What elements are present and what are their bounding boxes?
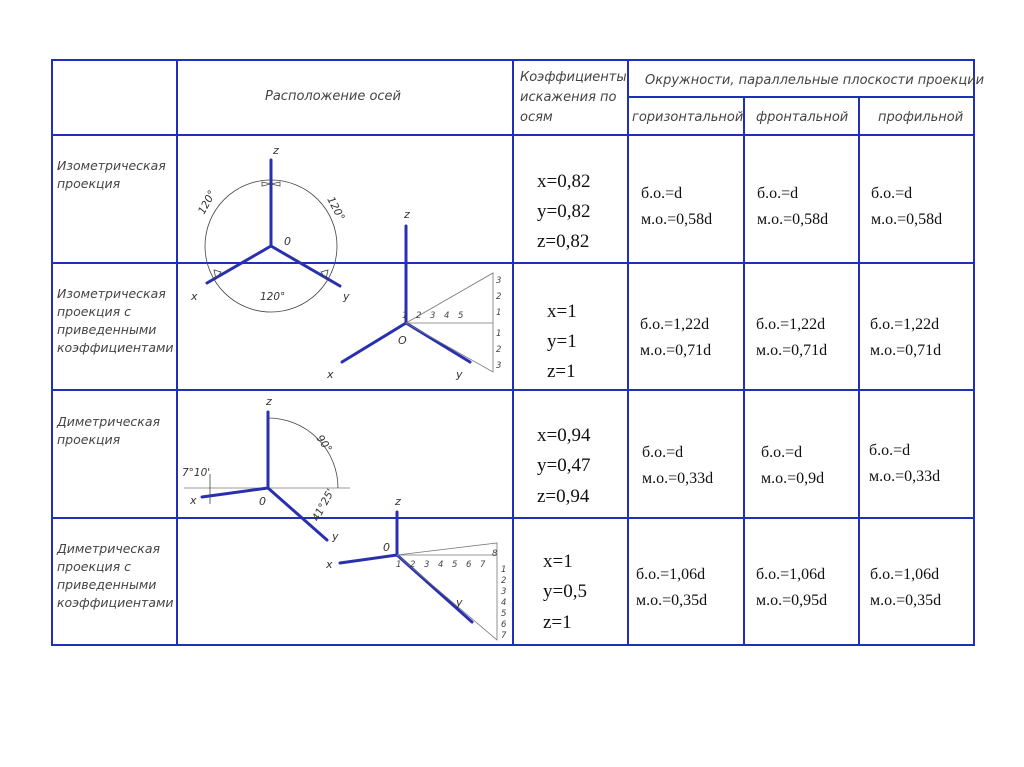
dimr-z-label: z [395,495,401,508]
dim-angle-7-10: 7°10' [182,467,211,479]
dimr-tick: 6 [466,560,472,570]
row3-horizontal-bo: б.о.=d [642,444,684,461]
isor-tick: 2 [416,311,422,321]
row1-frontal-bo: б.о.=d [757,185,799,202]
iso-y-axis [271,246,340,286]
header-circles-title: Окружности, параллельные плоскости проекции [645,73,985,88]
row4-horizontal-mo: м.о.=0,35d [636,592,708,609]
iso-angle-bottom: 120° [260,291,286,303]
iso-z-label: z [273,144,279,157]
row4-label-line1: Диметрическая [57,541,161,556]
row1-horizontal-bo: б.о.=d [641,185,683,202]
row4-label-line2: проекция с [57,559,131,574]
row3-coef-y: y=0,47 [537,455,591,476]
row-labels [56,158,174,610]
isor-vtick: 3 [496,276,502,286]
row4-coef-x: x=1 [543,551,573,572]
dimr-tick: 1 [396,560,402,570]
dimr-tick: 3 [424,560,430,570]
iso-x-axis [207,246,271,283]
row4-profile-mo: м.о.=0,35d [870,592,942,609]
header-axes-location: Расположение осей [265,89,402,104]
table-grid [52,60,974,645]
header-plane-frontal: фронтальной [756,110,849,125]
dim-arc-90 [268,418,338,488]
isor-vtick: 1 [496,308,502,318]
row4-profile-bo: б.о.=1,06d [870,566,940,583]
row3-profile-mo: м.о.=0,33d [869,468,941,485]
dimr-tick: 8 [492,549,498,559]
row3-coef-x: x=0,94 [537,425,591,446]
isor-y-label: y [456,368,463,381]
dimr-y-label: y [456,596,463,609]
header-plane-horizontal: горизонтальной [632,110,744,125]
row4-coef-y: y=0,5 [543,581,587,602]
dimr-vtick: 3 [501,587,507,597]
isor-x-label: x [327,368,334,381]
header-coef-line1: Коэффициенты [520,70,627,85]
iso-x-label: x [191,290,198,303]
row1-frontal-mo: м.о.=0,58d [757,211,829,228]
row2-profile-bo: б.о.=1,22d [870,316,940,333]
row2-label-line2: проекция с [57,304,131,319]
isor-tick: 3 [430,311,436,321]
isor-x-axis [342,323,406,362]
header-plane-profile: профильной [878,110,964,125]
dimr-tick: 2 [410,560,416,570]
header-coef-line2: искажения по [520,90,617,105]
isometric-reduced-diagram [326,208,501,381]
row1-horizontal-mo: м.о.=0,58d [641,211,713,228]
dim-x-label: x [190,494,197,507]
row2-profile-mo: м.о.=0,71d [870,342,942,359]
dimr-construction-triangle [397,543,497,640]
dimr-origin-label: 0 [383,541,390,554]
row2-horizontal-bo: б.о.=1,22d [640,316,710,333]
row3-horizontal-mo: м.о.=0,33d [642,470,714,487]
row2-label-line4: коэффициентами [57,340,174,355]
row1-profile-mo: м.о.=0,58d [871,211,943,228]
ellipse-values [636,185,942,609]
isor-vtick: 2 [496,345,502,355]
isor-tick: 4 [444,311,450,321]
row1-profile-bo: б.о.=d [871,185,913,202]
dimr-tick: 5 [452,560,458,570]
dimr-tick: 4 [438,560,444,570]
row3-label-line1: Диметрическая [57,414,161,429]
dimr-x-label: x [326,558,333,571]
iso-y-label: y [343,290,350,303]
dimr-vtick: 4 [501,598,507,608]
row3-label-line2: проекция [57,432,121,447]
dimr-tick: 7 [480,560,486,570]
isor-z-label: z [404,208,410,221]
dimetric-reduced-diagram [325,495,507,641]
row4-frontal-mo: м.о.=0,95d [756,592,828,609]
isor-vtick: 1 [496,329,502,339]
row3-coef-z: z=0,94 [537,486,590,507]
dim-origin-label: 0 [259,495,266,508]
row1-coef-x: x=0,82 [537,171,591,192]
row1-coef-y: y=0,82 [537,201,591,222]
distortion-coefficients [537,171,591,633]
dim-angle-41-25: 41°25' [310,486,338,524]
row1-coef-z: z=0,82 [537,231,590,252]
dimr-vtick: 1 [501,565,507,575]
row2-label-line3: приведенными [57,322,157,337]
dimr-vtick: 5 [501,609,507,619]
isor-vtick: 2 [496,292,502,302]
row4-coef-z: z=1 [543,612,572,633]
header-coef-line3: осям [520,110,553,125]
row3-frontal-bo: б.о.=d [761,444,803,461]
dimr-vtick: 2 [501,576,507,586]
dim-y-label: y [332,530,339,543]
isor-tick: 5 [458,311,464,321]
row3-profile-bo: б.о.=d [869,442,911,459]
row2-coef-x: x=1 [547,301,577,322]
row2-coef-z: z=1 [547,361,576,382]
row2-horizontal-mo: м.о.=0,71d [640,342,712,359]
dimr-vtick: 7 [501,631,507,641]
isometric-axes-diagram [190,144,350,312]
dim-angle-90: 90° [313,432,335,455]
row2-frontal-mo: м.о.=0,71d [756,342,828,359]
row2-frontal-bo: б.о.=1,22d [756,316,826,333]
iso-origin-label: 0 [284,235,291,248]
dimr-vtick: 6 [501,620,507,630]
dim-z-label: z [266,395,272,408]
dimr-x-axis [340,555,397,563]
isor-vtick: 3 [496,361,502,371]
dimetric-axes-diagram [182,395,350,543]
row3-frontal-mo: м.о.=0,9d [761,470,825,487]
row4-frontal-bo: б.о.=1,06d [756,566,826,583]
row1-label-line2: проекция [57,176,121,191]
iso-angle-left: 120° [196,188,219,217]
isor-origin-label: O [398,334,407,347]
isor-construction-triangle [406,273,493,372]
row2-coef-y: y=1 [547,331,577,352]
row2-label-line1: Изометрическая [57,286,166,301]
row4-label-line3: приведенными [57,577,157,592]
iso-angle-right: 120° [324,194,347,223]
row1-label-line1: Изометрическая [57,158,166,173]
row4-horizontal-bo: б.о.=1,06d [636,566,706,583]
isor-tick: 1 [402,311,408,321]
row4-label-line4: коэффициентами [57,595,174,610]
